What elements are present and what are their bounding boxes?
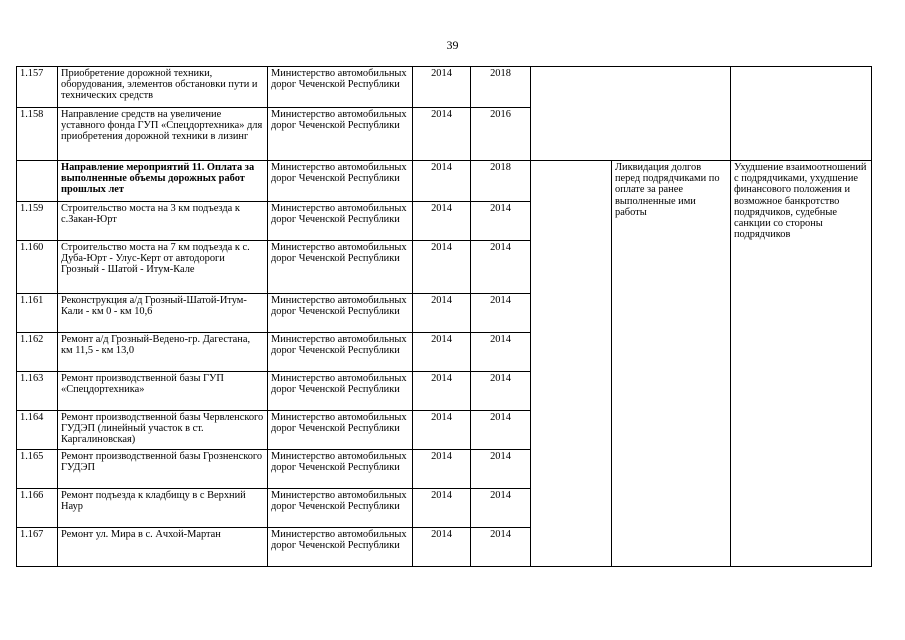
responsible-org: Министерство автомобильных дорог Чеченской Республики xyxy=(268,294,413,333)
start-year: 2014 xyxy=(413,450,471,489)
row-number: 1.157 xyxy=(17,67,58,108)
start-year: 2014 xyxy=(413,161,471,202)
end-year: 2018 xyxy=(471,161,531,202)
end-year: 2014 xyxy=(471,528,531,567)
end-year: 2014 xyxy=(471,489,531,528)
measure-name: Ремонт подъезда к кладбищу в с Верхний Наур xyxy=(58,489,268,528)
measure-name: Приобретение дорожной техники, оборудования, элементов обстановки пути и технических средств xyxy=(58,67,268,108)
row-number: 1.165 xyxy=(17,450,58,489)
row-number: 1.164 xyxy=(17,411,58,450)
responsible-org: Министерство автомобильных дорог Чеченской Республики xyxy=(268,108,413,161)
measure-name: Ремонт ул. Мира в с. Ачхой-Мартан xyxy=(58,528,268,567)
measure-name: Ремонт а/д Грозный-Ведено-гр. Дагестана, км 11,5 - км 13,0 xyxy=(58,333,268,372)
end-year: 2014 xyxy=(471,294,531,333)
row-number: 1.167 xyxy=(17,528,58,567)
end-year: 2014 xyxy=(471,411,531,450)
end-year: 2014 xyxy=(471,241,531,294)
start-year: 2014 xyxy=(413,202,471,241)
responsible-org: Министерство автомобильных дорог Чеченской Республики xyxy=(268,372,413,411)
end-year: 2014 xyxy=(471,202,531,241)
start-year: 2014 xyxy=(413,333,471,372)
responsible-org: Министерство автомобильных дорог Чеченской Республики xyxy=(268,489,413,528)
measure-name: Ремонт производственной базы Грозненского ГУДЭП xyxy=(58,450,268,489)
measure-section-title: Направление мероприятий 11. Оплата за выполненные объемы дорожных работ прошлых лет xyxy=(58,161,268,202)
responsible-org: Министерство автомобильных дорог Чеченской Республики xyxy=(268,450,413,489)
row-number: 1.161 xyxy=(17,294,58,333)
table-row xyxy=(17,67,872,108)
measure-name: Ремонт производственной базы Червленского ГУДЭП (линейный участок в ст. Каргалиновская) xyxy=(58,411,268,450)
responsible-org: Министерство автомобильных дорог Чеченской Республики xyxy=(268,528,413,567)
measure-name: Реконструкция а/д Грозный-Шатой-Итум-Кали - км 0 - км 10,6 xyxy=(58,294,268,333)
empty-cell xyxy=(731,67,872,161)
responsible-org: Министерство автомобильных дорог Чеченской Республики xyxy=(268,241,413,294)
start-year: 2014 xyxy=(413,67,471,108)
end-year: 2014 xyxy=(471,333,531,372)
row-number: 1.162 xyxy=(17,333,58,372)
empty-cell xyxy=(531,161,612,567)
page-number: 39 xyxy=(446,38,459,52)
start-year: 2014 xyxy=(413,108,471,161)
consequence: Ухудшение взаимоотношений с подрядчиками, ухудшение финансового положения и возможное банкротство подрядчиков, судебные санкции со стороны подрядчиков xyxy=(731,161,872,567)
end-year: 2014 xyxy=(471,450,531,489)
row-number: 1.163 xyxy=(17,372,58,411)
responsible-org: Министерство автомобильных дорог Чеченской Республики xyxy=(268,333,413,372)
responsible-org: Министерство автомобильных дорог Чеченской Республики xyxy=(268,202,413,241)
table-row xyxy=(17,161,872,202)
row-number: 1.158 xyxy=(17,108,58,161)
row-number: 1.166 xyxy=(17,489,58,528)
row-number: 1.159 xyxy=(17,202,58,241)
measure-name: Строительство моста на 3 км подъезда к с.Закан-Юрт xyxy=(58,202,268,241)
responsible-org: Министерство автомобильных дорог Чеченской Республики xyxy=(268,161,413,202)
empty-cell xyxy=(531,67,731,161)
row-number: 1.160 xyxy=(17,241,58,294)
measure-name: Направление средств на увеличение уставного фонда ГУП «Спецдортехника» для приобретения дорожной техники в лизинг xyxy=(58,108,268,161)
measures-table xyxy=(16,66,872,567)
start-year: 2014 xyxy=(413,372,471,411)
responsible-org: Министерство автомобильных дорог Чеченской Республики xyxy=(268,411,413,450)
end-year: 2014 xyxy=(471,372,531,411)
measure-name: Ремонт производственной базы ГУП «Спецдортехника» xyxy=(58,372,268,411)
measure-name: Строительство моста на 7 км подъезда к с. Дуба-Юрт - Улус-Керт от автодороги Грозный - Шатой - Итум-Кале xyxy=(58,241,268,294)
responsible-org: Министерство автомобильных дорог Чеченской Республики xyxy=(268,67,413,108)
row-number xyxy=(17,161,58,202)
start-year: 2014 xyxy=(413,411,471,450)
end-year: 2018 xyxy=(471,67,531,108)
end-year: 2016 xyxy=(471,108,531,161)
expected-result: Ликвидация долгов перед подрядчиками по оплате за ранее выполненные ими работы xyxy=(612,161,731,567)
start-year: 2014 xyxy=(413,489,471,528)
start-year: 2014 xyxy=(413,294,471,333)
start-year: 2014 xyxy=(413,528,471,567)
start-year: 2014 xyxy=(413,241,471,294)
